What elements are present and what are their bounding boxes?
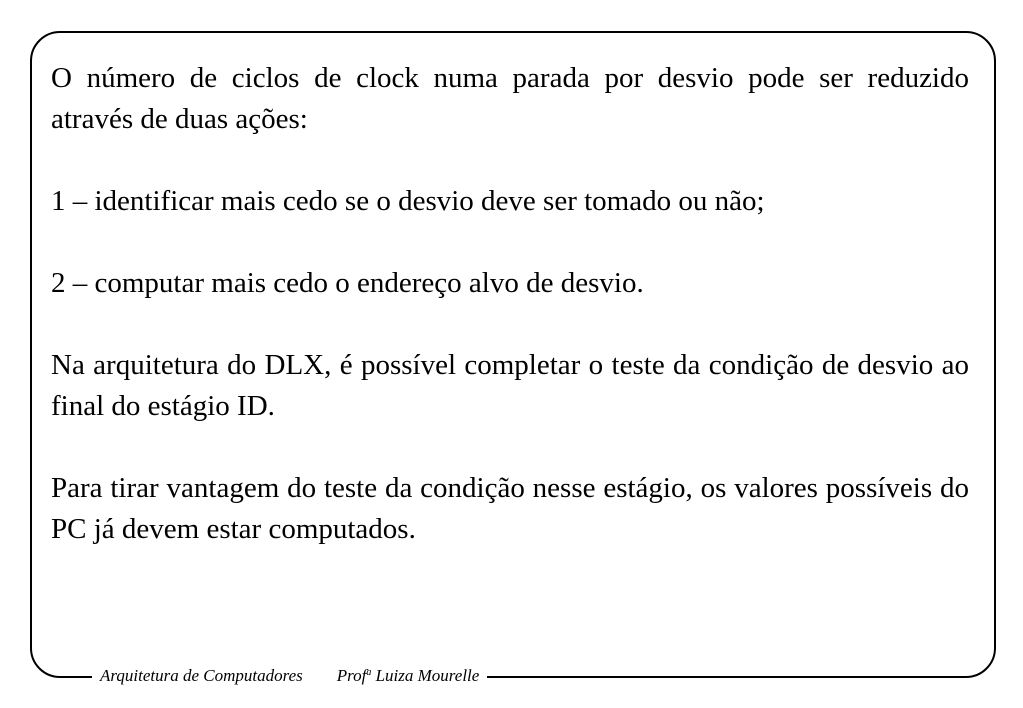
paragraph-action-1: 1 – identificar mais cedo se o desvio deve ser tomado ou não; [51,185,765,217]
footer-professor [337,666,480,685]
slide-footer [92,662,487,690]
paragraph-intro: O número de ciclos de clock numa parada por desvio pode ser reduzido através de duas ações: [51,62,969,135]
footer-prof-prefix: Prof [336,666,367,685]
footer-prof-superscript: a [366,667,372,678]
paragraph-action-2: 2 – computar mais cedo o endereço alvo de desvio. [51,267,644,299]
footer-course: Arquitetura de Computadores [100,666,303,685]
paragraph-dlx: Na arquitetura do DLX, é possível completar o teste da condição de desvio ao final do estágio ID. [51,349,969,422]
footer-prof-name: Luiza Mourelle [375,666,480,685]
paragraph-pc-values: Para tirar vantagem do teste da condição nesse estágio, os valores possíveis do PC já devem estar computados. [51,472,969,545]
slide-content [51,58,969,591]
